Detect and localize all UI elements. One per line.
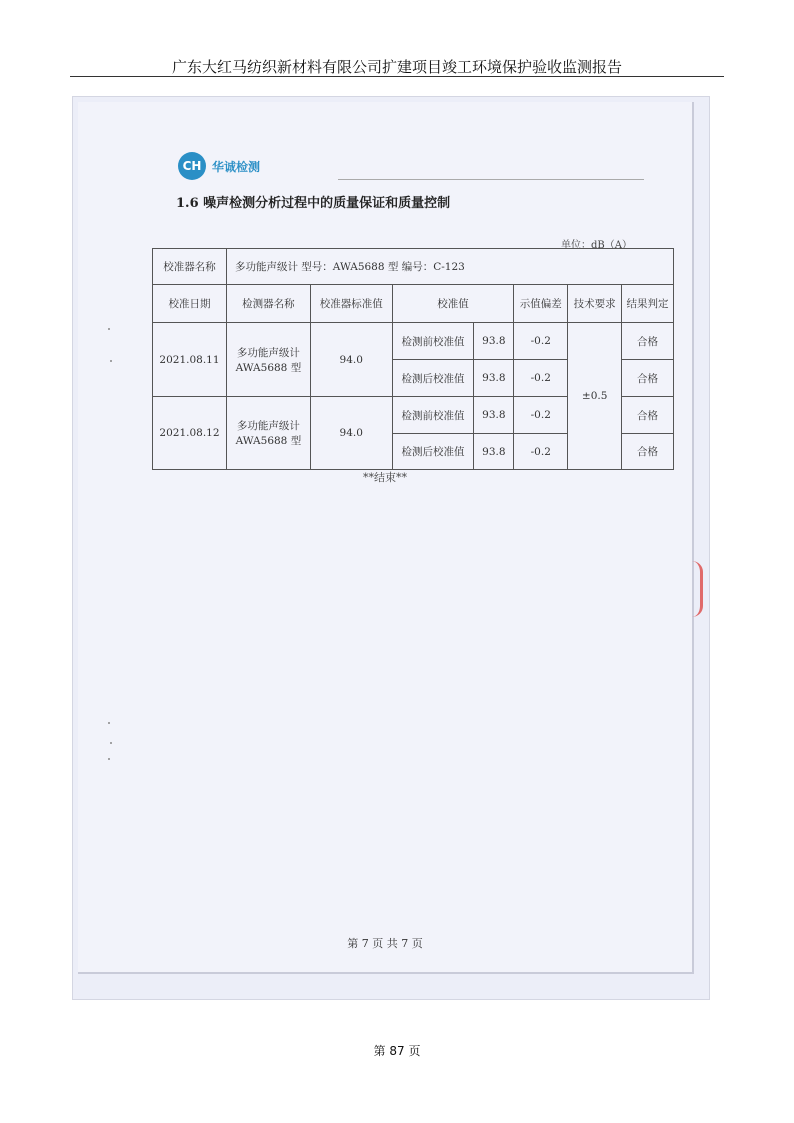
- deviation-value: -0.2: [514, 434, 568, 470]
- calibrator-label: 校准器名称: [153, 249, 227, 285]
- end-mark: **结束**: [363, 471, 407, 484]
- scan-speck: [108, 722, 110, 724]
- deviation-value: -0.2: [514, 360, 568, 397]
- header-rule: [70, 76, 724, 77]
- header-row: [153, 285, 674, 323]
- logo-mark: CH: [178, 152, 206, 180]
- table-row: [153, 323, 674, 360]
- calibrator-row: [153, 249, 674, 285]
- scan-speck: [110, 360, 112, 362]
- red-stamp-edge: [692, 561, 703, 617]
- standard-value: 94.0: [310, 397, 392, 470]
- scan-speck: [108, 328, 110, 330]
- result-value: 合格: [622, 397, 674, 434]
- result-value: 合格: [622, 323, 674, 360]
- header-instrument: 检测器名称: [226, 285, 310, 323]
- cal-label: 检测前校准值: [392, 323, 474, 360]
- cal-label: 检测后校准值: [392, 360, 474, 397]
- header-requirement: 技术要求: [568, 285, 622, 323]
- scanned-page-inner: [78, 102, 694, 974]
- scan-speck: [110, 742, 112, 744]
- header-standard: 校准器标准值: [310, 285, 392, 323]
- result-value: 合格: [622, 360, 674, 397]
- logo-rule: [338, 179, 644, 180]
- unit-label: 单位：dB（A）: [561, 240, 632, 251]
- cal-value: 93.8: [474, 360, 514, 397]
- cal-date: 2021.08.12: [153, 397, 227, 470]
- header-deviation: 示值偏差: [514, 285, 568, 323]
- standard-value: 94.0: [310, 323, 392, 397]
- calibrator-value: 多功能声级计 型号：AWA5688 型 编号：C-123: [226, 249, 673, 285]
- company-logo: [178, 152, 328, 182]
- logo-name: 华诚检测: [212, 160, 261, 174]
- deviation-value: -0.2: [514, 323, 568, 360]
- result-value: 合格: [622, 434, 674, 470]
- calibration-table: [152, 248, 674, 470]
- section-title: 1.6 噪声检测分析过程中的质量保证和质量控制: [176, 196, 451, 211]
- cal-value: 93.8: [474, 434, 514, 470]
- instrument-name: 多功能声级计 AWA5688 型: [226, 323, 310, 397]
- header-cal-value: 校准值: [392, 285, 514, 323]
- cal-label: 检测前校准值: [392, 397, 474, 434]
- page-footer-number: 第 87 页: [373, 1044, 421, 1058]
- inner-page-number: 第 7 页 共 7 页: [347, 937, 423, 950]
- header-result: 结果判定: [622, 285, 674, 323]
- deviation-value: -0.2: [514, 397, 568, 434]
- cal-date: 2021.08.11: [153, 323, 227, 397]
- cal-label: 检测后校准值: [392, 434, 474, 470]
- instrument-name: 多功能声级计 AWA5688 型: [226, 397, 310, 470]
- scanned-page: [72, 96, 710, 1000]
- scan-speck: [108, 758, 110, 760]
- header-date: 校准日期: [153, 285, 227, 323]
- requirement-value: ±0.5: [568, 323, 622, 470]
- cal-value: 93.8: [474, 323, 514, 360]
- page-header-title: 广东大红马纺织新材料有限公司扩建项目竣工环境保护验收监测报告: [171, 58, 622, 76]
- cal-value: 93.8: [474, 397, 514, 434]
